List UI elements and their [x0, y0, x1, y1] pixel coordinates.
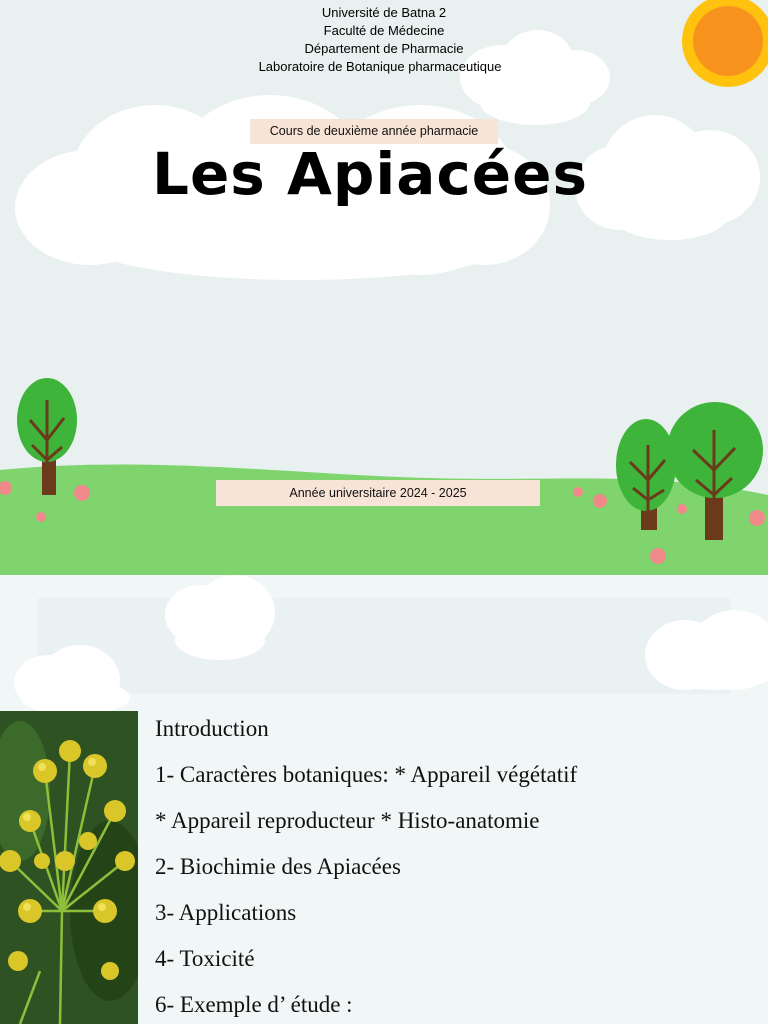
academic-year-badge: Année universitaire 2024 - 2025: [216, 480, 540, 506]
list-item: 6- Exemple d’ étude :: [155, 992, 353, 1017]
list-item: 1- Caractères botaniques: * Appareil végétatif: [155, 762, 578, 787]
institution-line: Laboratoire de Botanique pharmaceutique: [258, 59, 502, 74]
institution-line: Département de Pharmacie: [304, 41, 464, 56]
list-item: 2- Biochimie des Apiacées: [155, 854, 401, 879]
list-item: Introduction: [155, 716, 269, 741]
page-title: Les Apiacées: [151, 140, 588, 208]
list-item: 4- Toxicité: [155, 946, 255, 971]
list-item: * Appareil reproducteur * Histo-anatomie: [155, 808, 540, 833]
header-panel: [38, 598, 730, 694]
course-badge: Cours de deuxième année pharmacie: [250, 119, 498, 144]
institution-line: Faculté de Médecine: [323, 23, 445, 38]
list-item: 3- Applications: [155, 900, 297, 925]
outline-list: [155, 713, 755, 1024]
apiaceae-photo: [0, 711, 138, 1024]
umbel-illustration: [0, 711, 138, 1024]
institution-line: Université de Batna 2: [321, 5, 447, 20]
outline-slide: [0, 575, 768, 1024]
